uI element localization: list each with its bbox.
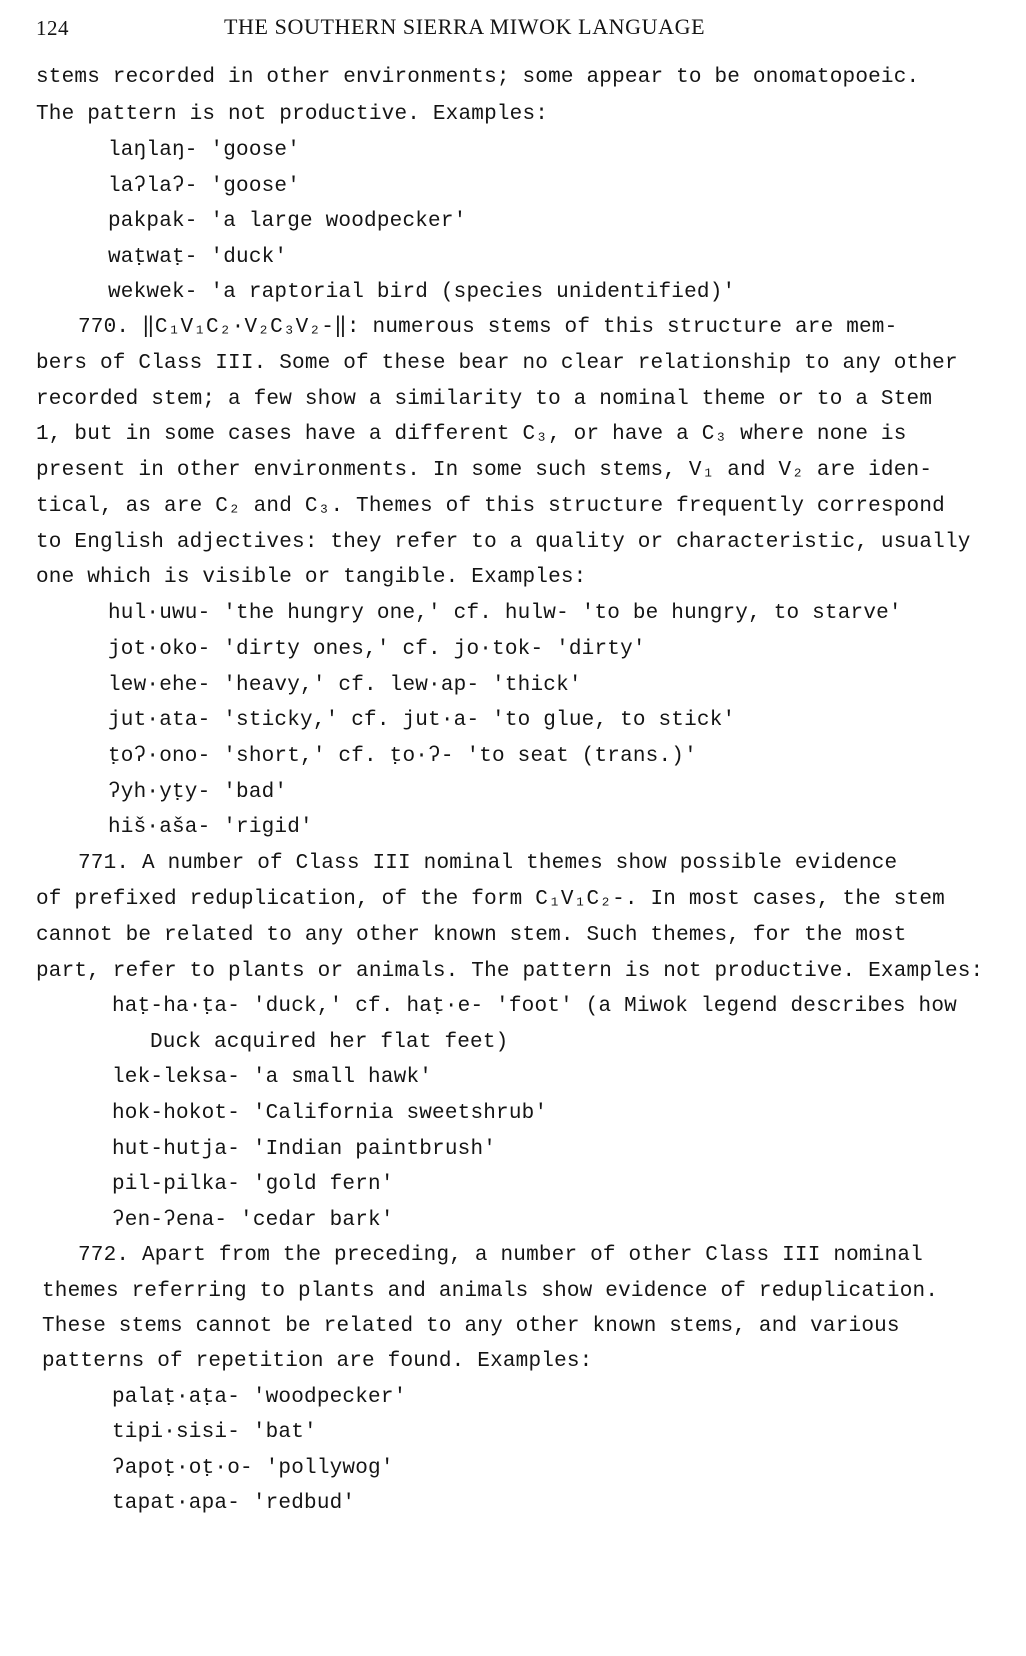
section-772-first-line: 772. Apart from the preceding, a number of other Class III nominal (78, 1244, 923, 1267)
example-line: pil-pilka- 'gold fern' (112, 1173, 394, 1196)
example-line: jot·oko- 'dirty ones,' cf. jo·tok- 'dirty' (108, 638, 646, 661)
example-line: laʔlaʔ- 'goose' (108, 175, 301, 198)
example-line: ʔen-ʔena- 'cedar bark' (112, 1209, 394, 1232)
example-line: ʔyh·yṭy- 'bad' (108, 781, 288, 804)
example-line: pakpak- 'a large woodpecker' (108, 210, 467, 233)
example-line: hok-hokot- 'California sweetshrub' (112, 1102, 548, 1125)
example-line: haṭ-ha·ṭa- 'duck,' cf. haṭ·e- 'foot' (a Miwok legend describes how (112, 995, 957, 1018)
example-line: hul·uwu- 'the hungry one,' cf. hulw- 'to be hungry, to starve' (108, 602, 902, 625)
running-title: THE SOUTHERN SIERRA MIWOK LANGUAGE (224, 14, 706, 39)
example-line: wekwek- 'a raptorial bird (species unidentified)' (108, 281, 736, 304)
example-line: ṭoʔ·ono- 'short,' cf. ṭo·ʔ- 'to seat (trans.)' (108, 745, 697, 768)
text-line: of prefixed reduplication, of the form C₁V₁C₂-. In most cases, the stem (36, 888, 945, 911)
example-line: tapat·apa- 'redbud' (112, 1492, 356, 1515)
text-line: patterns of repetition are found. Examples: (42, 1350, 593, 1373)
text-line: part, refer to plants or animals. The pattern is not productive. Examples: (36, 960, 984, 983)
section-770-first-line: 770. ‖C₁V₁C₂·V₂C₃V₂-‖: numerous stems of this structure are mem- (78, 316, 898, 339)
example-continuation: Duck acquired her flat feet) (150, 1031, 509, 1054)
example-line: hut-hutja- 'Indian paintbrush' (112, 1138, 497, 1161)
text-line: stems recorded in other environments; some appear to be onomatopoeic. (36, 66, 920, 89)
text-line: These stems cannot be related to any other known stems, and various (42, 1315, 900, 1338)
text-line: 1, but in some cases have a different C₃, or have a C₃ where none is (36, 423, 907, 446)
example-line: waṭwaṭ- 'duck' (108, 246, 288, 269)
text-line: tical, as are C₂ and C₃. Themes of this structure frequently correspond (36, 495, 945, 518)
example-line: laŋlaŋ- 'goose' (108, 139, 301, 162)
text-line: cannot be related to any other known stem. Such themes, for the most (36, 924, 907, 947)
example-line: tipi·sisi- 'bat' (112, 1421, 317, 1444)
example-line: lek-leksa- 'a small hawk' (112, 1066, 433, 1089)
example-line: jut·ata- 'sticky,' cf. jut·a- 'to glue, to stick' (108, 709, 736, 732)
text-line: present in other environments. In some such stems, V₁ and V₂ are iden- (36, 459, 933, 482)
text-line: bers of Class III. Some of these bear no clear relationship to any other (36, 352, 958, 375)
example-line: hiš·aša- 'rigid' (108, 816, 313, 839)
text-line: The pattern is not productive. Examples: (36, 103, 549, 126)
page-header (36, 10, 816, 46)
example-line: lew·ehe- 'heavy,' cf. lew·ap- 'thick' (108, 674, 582, 697)
text-line: to English adjectives: they refer to a quality or characteristic, usually (36, 531, 971, 554)
example-line: palaṭ·aṭa- 'woodpecker' (112, 1386, 407, 1409)
example-line: ʔapoṭ·oṭ·o- 'pollywog' (112, 1457, 394, 1480)
section-771-first-line: 771. A number of Class III nominal themes show possible evidence (78, 852, 898, 875)
page-number: 124 (36, 16, 69, 40)
text-line: recorded stem; a few show a similarity to a nominal theme or to a Stem (36, 388, 933, 411)
text-line: themes referring to plants and animals show evidence of reduplication. (42, 1280, 939, 1303)
text-line: one which is visible or tangible. Examples: (36, 566, 587, 589)
